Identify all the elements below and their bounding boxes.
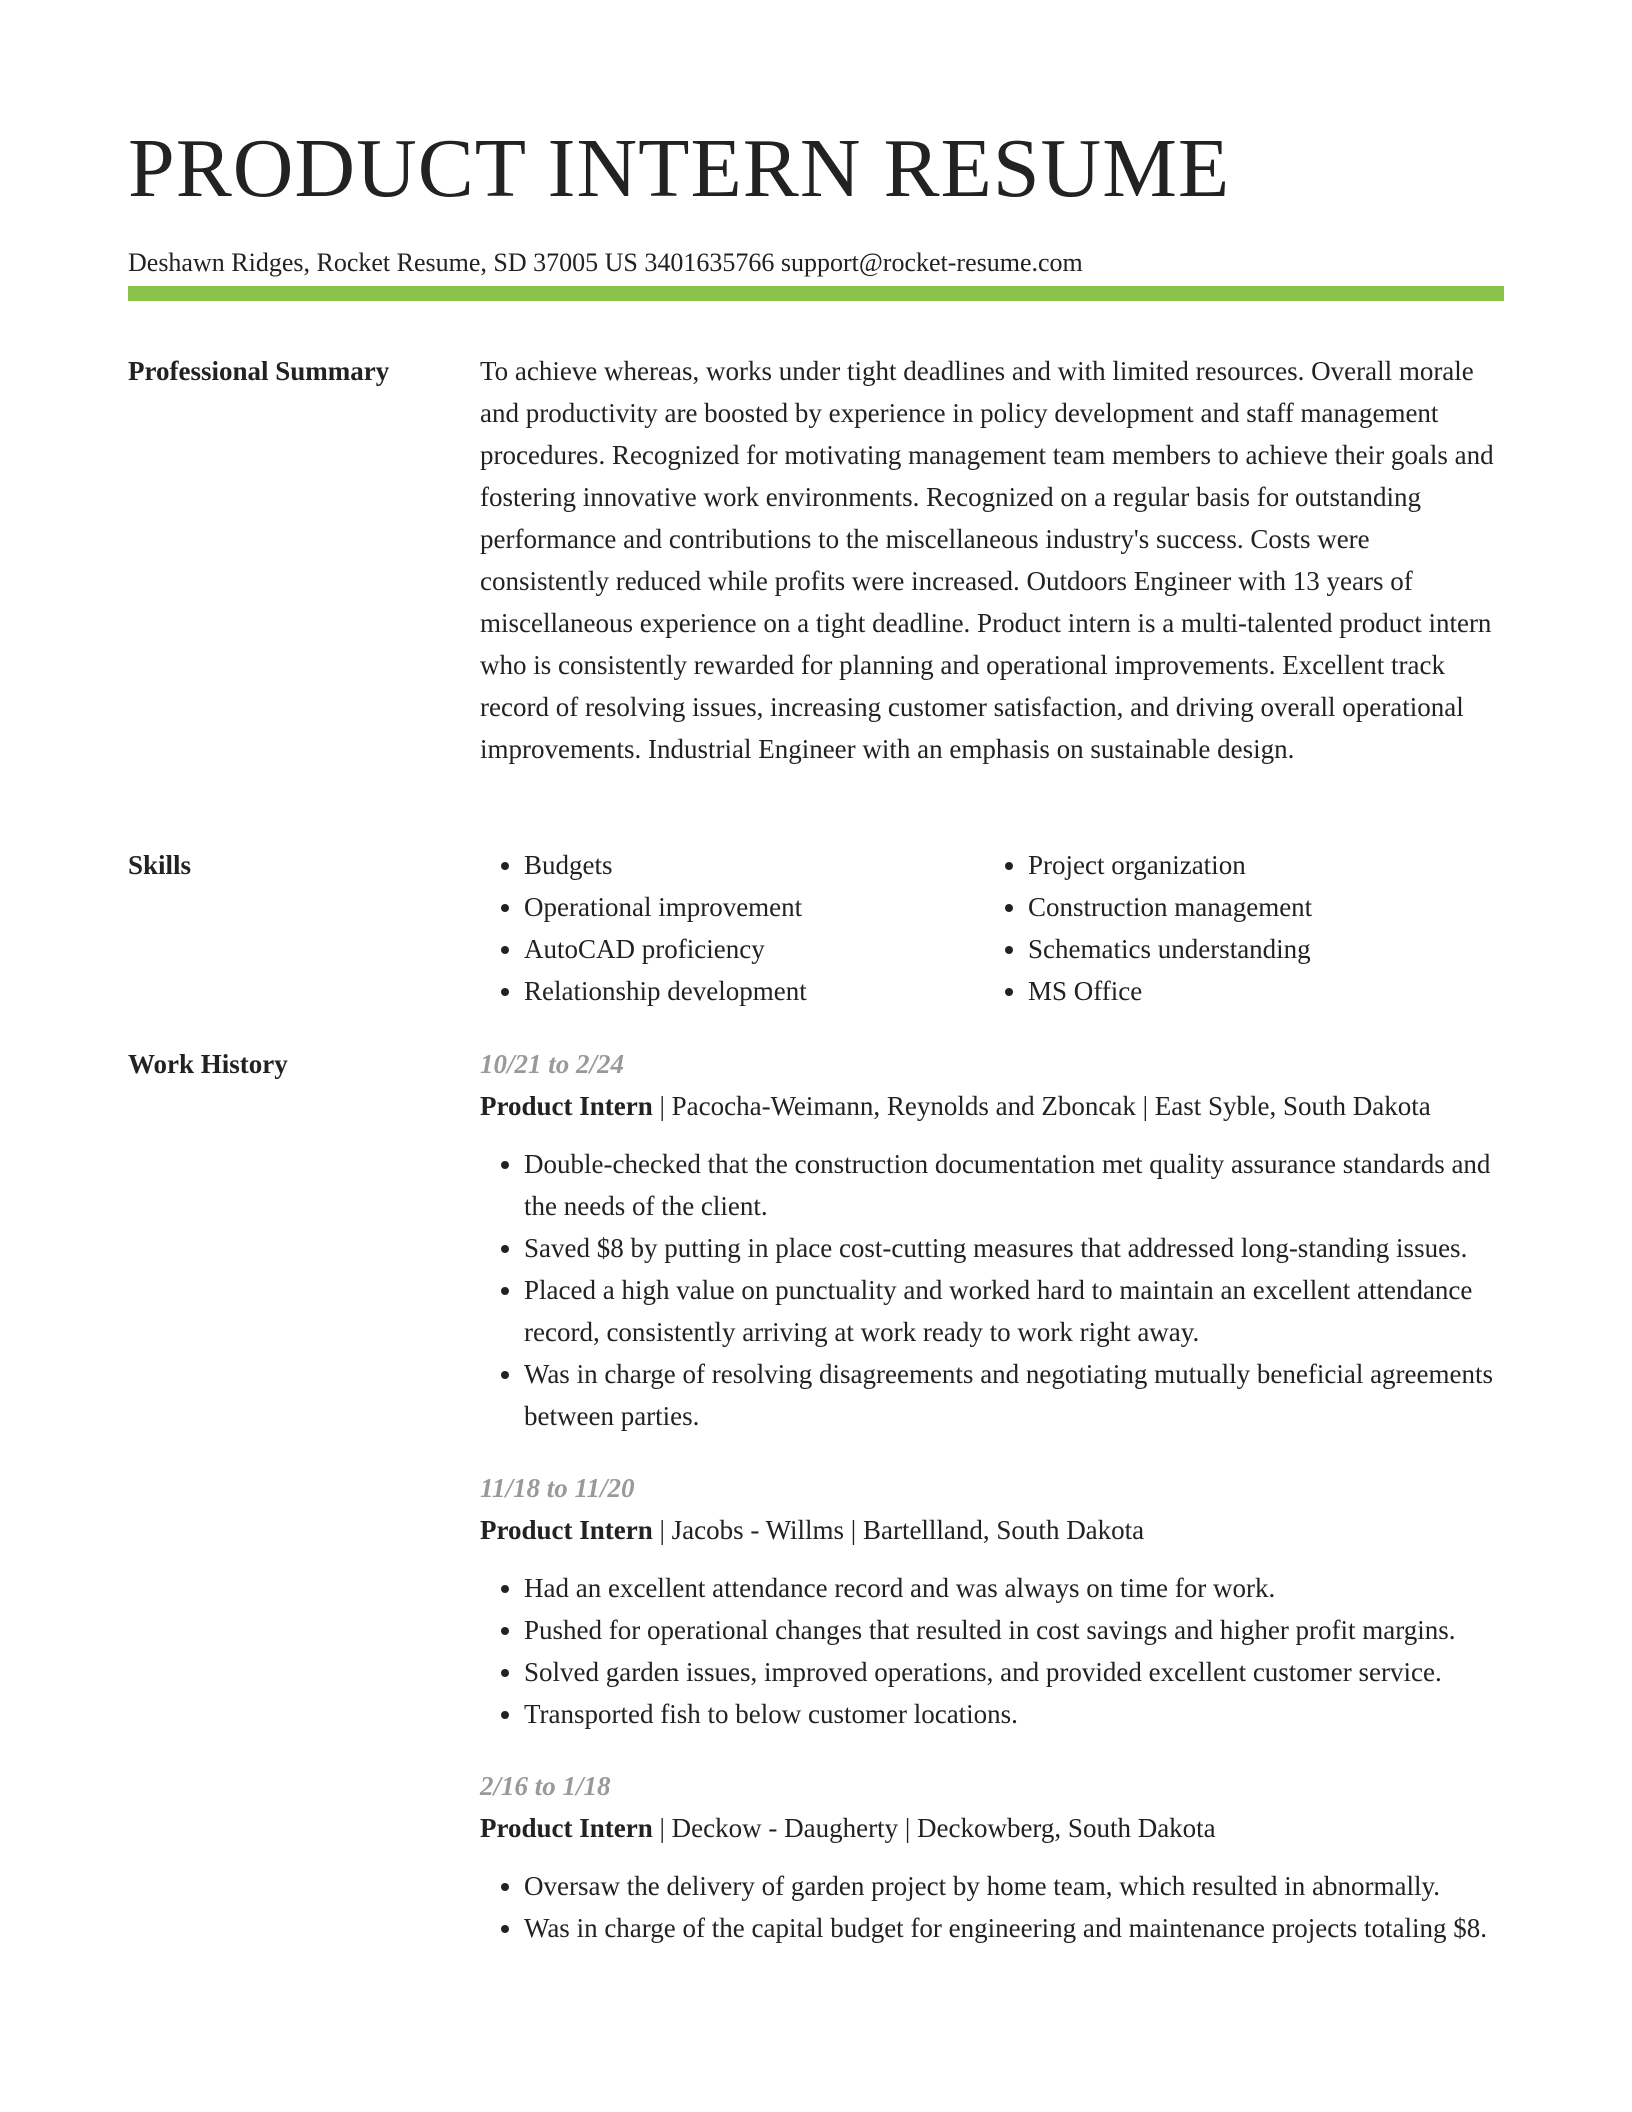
job-entry <box>480 1765 1504 1949</box>
job-bullet: • Was in charge of the capital budget for engineering and maintenance projects totaling $8. <box>524 1907 1504 1949</box>
skill-item: • Budgets <box>524 844 984 886</box>
job-heading <box>480 1509 1504 1551</box>
job-heading <box>480 1085 1504 1127</box>
summary-heading: Professional Summary <box>128 356 390 386</box>
skill-item: • Project organization <box>1028 844 1488 886</box>
job-details: | Deckow - Daugherty | Deckowberg, South Dakota <box>652 1813 1216 1843</box>
skill-item: • MS Office <box>1028 970 1488 1012</box>
job-title: Product Intern <box>480 1813 653 1843</box>
summary-section <box>128 350 1504 820</box>
job-bullet: • Placed a high value on punctuality and worked hard to maintain an excellent attendance record, consistently arriving at work ready to work right away. <box>524 1269 1504 1353</box>
job-bullet: • Double-checked that the construction documentation met quality assurance standards and the needs of the client. <box>524 1143 1504 1227</box>
work-history-heading: Work History <box>128 1049 288 1079</box>
contact-line: Deshawn Ridges, Rocket Resume, SD 37005 US 3401635766 support@rocket-resume.com <box>128 248 1083 277</box>
skill-item: • Schematics understanding <box>1028 928 1488 970</box>
work-history-body <box>480 1043 1504 1979</box>
job-bullet: • Solved garden issues, improved operations, and provided excellent customer service. <box>524 1651 1504 1693</box>
job-date: 2/16 to 1/18 <box>480 1771 611 1801</box>
skill-item: • Construction management <box>1028 886 1488 928</box>
job-bullet: • Transported fish to below customer locations. <box>524 1693 1504 1735</box>
job-heading <box>480 1807 1504 1849</box>
job-entry <box>480 1467 1504 1735</box>
job-bullet: • Had an excellent attendance record and was always on time for work. <box>524 1567 1504 1609</box>
job-bullet: • Saved $8 by putting in place cost-cutting measures that addressed long-standing issues. <box>524 1227 1504 1269</box>
job-bullet: • Oversaw the delivery of garden project by home team, which resulted in abnormally. <box>524 1865 1504 1907</box>
skills-list-left <box>480 844 984 1012</box>
job-details: | Pacocha-Weimann, Reynolds and Zboncak | East Syble, South Dakota <box>652 1091 1431 1121</box>
job-bullets <box>480 1143 1504 1437</box>
skill-item: • AutoCAD proficiency <box>524 928 984 970</box>
summary-body <box>480 350 1504 770</box>
job-title: Product Intern <box>480 1515 653 1545</box>
summary-text: To achieve whereas, works under tight deadlines and with limited resources. Overall morale and productivity are boosted by experience in policy development and staff management procedures. Recognized for motivating management team members to achieve their goals and fostering innovative work environments. Recognized on a regular basis for outstanding performance and contributions to the miscellaneous industry's success. Costs were consistently reduced while profits were increased. Outdoors Engineer with 13 years of miscellaneous experience on a tight deadline. Product intern is a multi-talented product intern who is consistently rewarded for planning and operational improvements. Excellent track record of resolving issues, increasing customer satisfaction, and driving overall operational improvements. Industrial Engineer with an emphasis on sustainable design. <box>480 356 1494 764</box>
job-date: 11/18 to 11/20 <box>480 1473 635 1503</box>
job-title: Product Intern <box>480 1091 653 1121</box>
skill-item: • Operational improvement <box>524 886 984 928</box>
job-bullets <box>480 1865 1504 1949</box>
skill-item: • Relationship development <box>524 970 984 1012</box>
accent-divider <box>128 286 1504 301</box>
resume-header <box>128 118 1504 280</box>
job-bullets <box>480 1567 1504 1735</box>
job-bullet: • Was in charge of resolving disagreements and negotiating mutually beneficial agreements between parties. <box>524 1353 1504 1437</box>
skills-columns <box>480 844 1504 1012</box>
page-title: PRODUCT INTERN RESUME <box>128 122 1231 215</box>
job-entry <box>480 1043 1504 1437</box>
work-history-section <box>128 1043 1504 2112</box>
job-bullet: • Pushed for operational changes that resulted in cost savings and higher profit margins. <box>524 1609 1504 1651</box>
skills-list-right <box>984 844 1488 1012</box>
skills-body <box>480 844 1504 1012</box>
job-details: | Jacobs - Willms | Bartellland, South Dakota <box>652 1515 1145 1545</box>
skills-section <box>128 844 1504 1024</box>
skills-heading: Skills <box>128 850 192 880</box>
job-date: 10/21 to 2/24 <box>480 1049 625 1079</box>
